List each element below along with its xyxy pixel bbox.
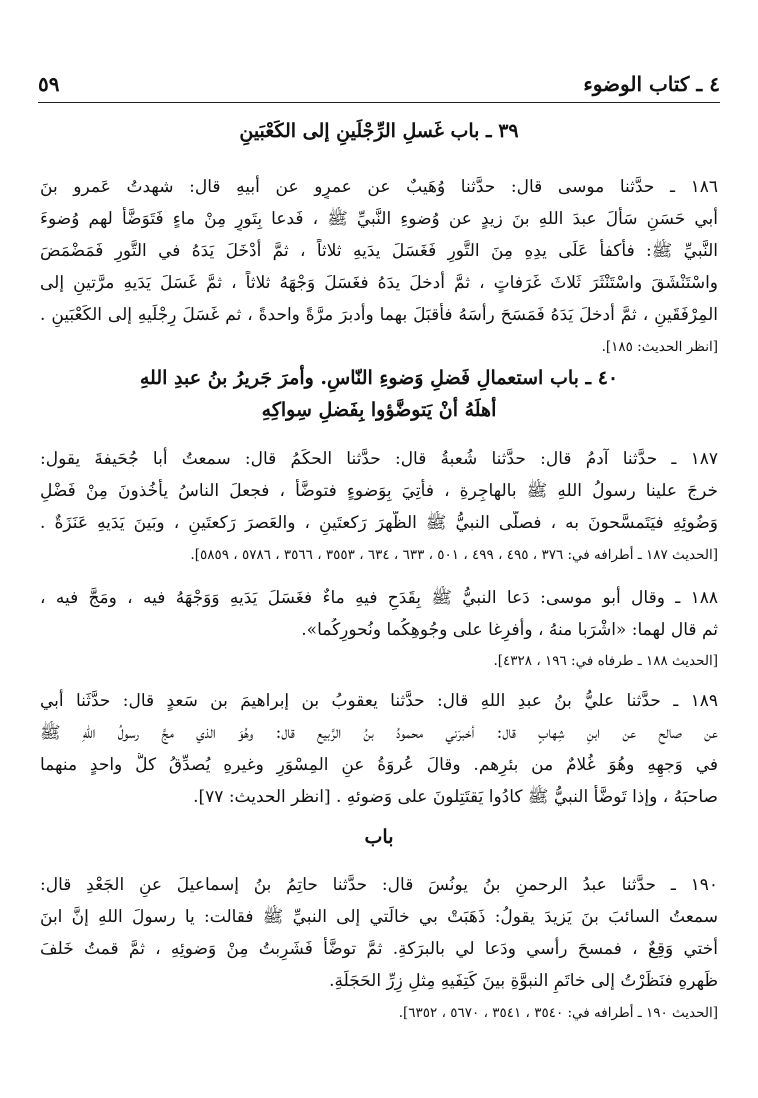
hadith-190-line-4: ظَهرهِ فنَظَرْتُ إلى خاتَمِ النبوَّةِ بينَ كَتِفَيهِ مِثلِ زِرِّ الحَجَلَةِ.: [329, 971, 718, 991]
hadith-189-line-4: صاحبَهُ ، وإذا تَوضَّأَ النبيُّ ﷺ كادُوا يَقتَتِلونَ على وَضوئهِ . [انظر الحديث: ٧٧].: [193, 787, 718, 807]
page-number: ٥٩: [38, 72, 60, 96]
hadith-187-reference: [الحديث ١٨٧ ـ أطرافه في: ٣٧٦ ، ٤٩٥ ، ٤٩٩ ، ٥٠١ ، ٦٣٣ ، ٦٣٤ ، ٣٥٥٣ ، ٣٥٦٦ ، ٥٧٨٦ ، ٥٨٥٩].: [190, 547, 718, 563]
section-40-title-line-1: ٤٠ ـ باب استعمالِ فَضلِ وَضوءِ النّاسِ. وأمرَ جَريرُ بنُ عبدِ اللهِ: [139, 367, 619, 389]
chapter-title: ٤ ـ كتاب الوضوء: [583, 72, 720, 96]
hadith-190-reference: [الحديث ١٩٠ ـ أطرافه في: ٣٥٤٠ ، ٣٥٤١ ، ٥٦٧٠ ، ٦٣٥٢].: [398, 1005, 718, 1021]
hadith-187-line-2: خرجَ علينا رسولُ اللهِ ﷺ بالهاجِرةِ ، فأُتِيَ بِوَضوءٍ فتوضَّأَ ، فجعلَ الناسُ يأخُذونَ مِنْ فَضْلِ: [40, 481, 718, 501]
hadith-190-line-2: سمعتُ السائبَ بنَ يَزيدَ يقولُ: ذَهَبَتْ بي خالَتي إلى النبيِّ ﷺ فقالت: يا رسولَ اللهِ إنَّ ابنَ: [40, 907, 718, 927]
hadith-187-line-1: ١٨٧ ـ حدَّثنا آدمُ قال: حدَّثنا شُعبةُ قال: حدَّثنا الحكَمُ قال: سمعتُ أبا جُحَيفةَ يقول:: [40, 449, 718, 469]
hadith-189-line-1: ١٨٩ ـ حدَّثنا عليُّ بنُ عبدِ اللهِ قال: حدَّثنا يعقوبُ بن إبراهيمَ بن سَعدٍ قال: حدَّثَنا أبي: [40, 691, 718, 711]
hadith-186-line-4: واسْتَنْشَقَ واسْتَنْثَرَ ثَلاثَ غَرَفاتٍ ، ثمَّ أدخلَ يدَهُ فغَسَلَ وَجْهَهُ ثلاثاً ، ثمَّ غَسَلَ يَدَيهِ مرَّتينِ إلى: [40, 273, 718, 293]
hadith-189-line-3: في وَجهِهِ وهُوَ غُلامٌ من بئرِهم. وقالَ عُروَةُ عنِ المِسْوَرِ وغيرهِ يُصدِّقُ كلُّ واحدٍ منهما: [40, 755, 718, 775]
hadith-188-line-1: ١٨٨ ـ وقال أبو موسى: دَعا النبيُّ ﷺ بِقَدَحٍ فيهِ ماءٌ فغَسَلَ يَدَيهِ وَوَجْهَهُ فيه ، ومَجَّ فيه ،: [40, 588, 718, 608]
hadith-186-line-2: أبي حَسَنٍ سَأَلَ عبدَ اللهِ بنَ زيدٍ عن وُضوءِ النَّبيِّ ﷺ ، فَدعا بِتَورٍ مِنْ ماءٍ فَتَوَضَّأَ لهم وُضوءَ: [40, 209, 718, 229]
hadith-188-line-2: ثم قال لهما: «اشْرَبا منهُ ، وأفرِغا على وجُوهِكُما ونُحورِكُما».: [301, 620, 718, 640]
hadith-186-line-1: ١٨٦ ـ حدَّثنا موسى قال: حدَّثنا وُهَيبٌ عن عمرٍو عن أبيهِ قال: شهدتُ عَمرو بنَ: [40, 177, 718, 197]
hadith-190-line-3: أُختي وَقِعٌ ، فمسحَ رأسي ودَعا لي بالبرَكةِ. ثمَّ توضَّأَ فَشَرِبتُ مِنْ وَضوئِهِ ، ثمَّ قمتُ خَلفَ: [40, 939, 718, 959]
section-39-title: ٣٩ ـ باب غَسلِ الرِّجْلَينِ إلى الكَعْبَينِ: [239, 120, 519, 142]
running-header: [38, 68, 720, 103]
bab-title: باب: [364, 826, 394, 848]
hadith-188-reference: [الحديث ١٨٨ ـ طرفاه في: ١٩٦ ، ٤٣٢٨].: [493, 653, 718, 669]
hadith-189-line-2: عن صالحٍ عن ابنِ شِهابٍ قال: أخبرَني محمودُ بنُ الرَّبيعِ قال: وهُوَ الذي مجَّ رسولُ اللهِ ﷺ: [40, 723, 718, 743]
hadith-186-reference: [انظر الحديث: ١٨٥].: [601, 339, 718, 355]
hadith-190-line-1: ١٩٠ ـ حدَّثنا عبدُ الرحمنِ بنُ يونُسَ قال: حدَّثنا حاتِمُ بنُ إسماعيلَ عنِ الجَعْدِ قال:: [40, 875, 718, 895]
hadith-187-line-3: وَضُوئِهِ فيَتَمسَّحونَ به ، فصلَّى النبيُّ ﷺ الظُّهرَ رَكعتَينِ ، والعَصرَ رَكعتَينِ ، وبَينَ يَدَيهِ عَنَزَةٌ .: [40, 513, 718, 533]
hadith-186-line-5: المِرْفَقَينِ ، ثمَّ أدخلَ يَدَهُ فَمَسَحَ رأسَهُ فأقبَلَ بهما وأدبرَ مرَّةً واحدةً ، ثم غَسَلَ رِجْلَيهِ إلى الكَعْبَينِ .: [40, 305, 718, 325]
hadith-186-line-3: النَّبيِّ ﷺ: فأكفأَ عَلَى يدِهِ مِنَ التَّورِ فَغَسَلَ يدَيهِ ثلاثاً ، ثمَّ أدْخَلَ يَدَهُ في التَّورِ فَمَضْمَضَ: [40, 241, 718, 261]
section-40-title-line-2: أهلَهُ أنْ يَتوضَّؤوا بِفَضلِ سِواكِهِ: [261, 399, 497, 421]
